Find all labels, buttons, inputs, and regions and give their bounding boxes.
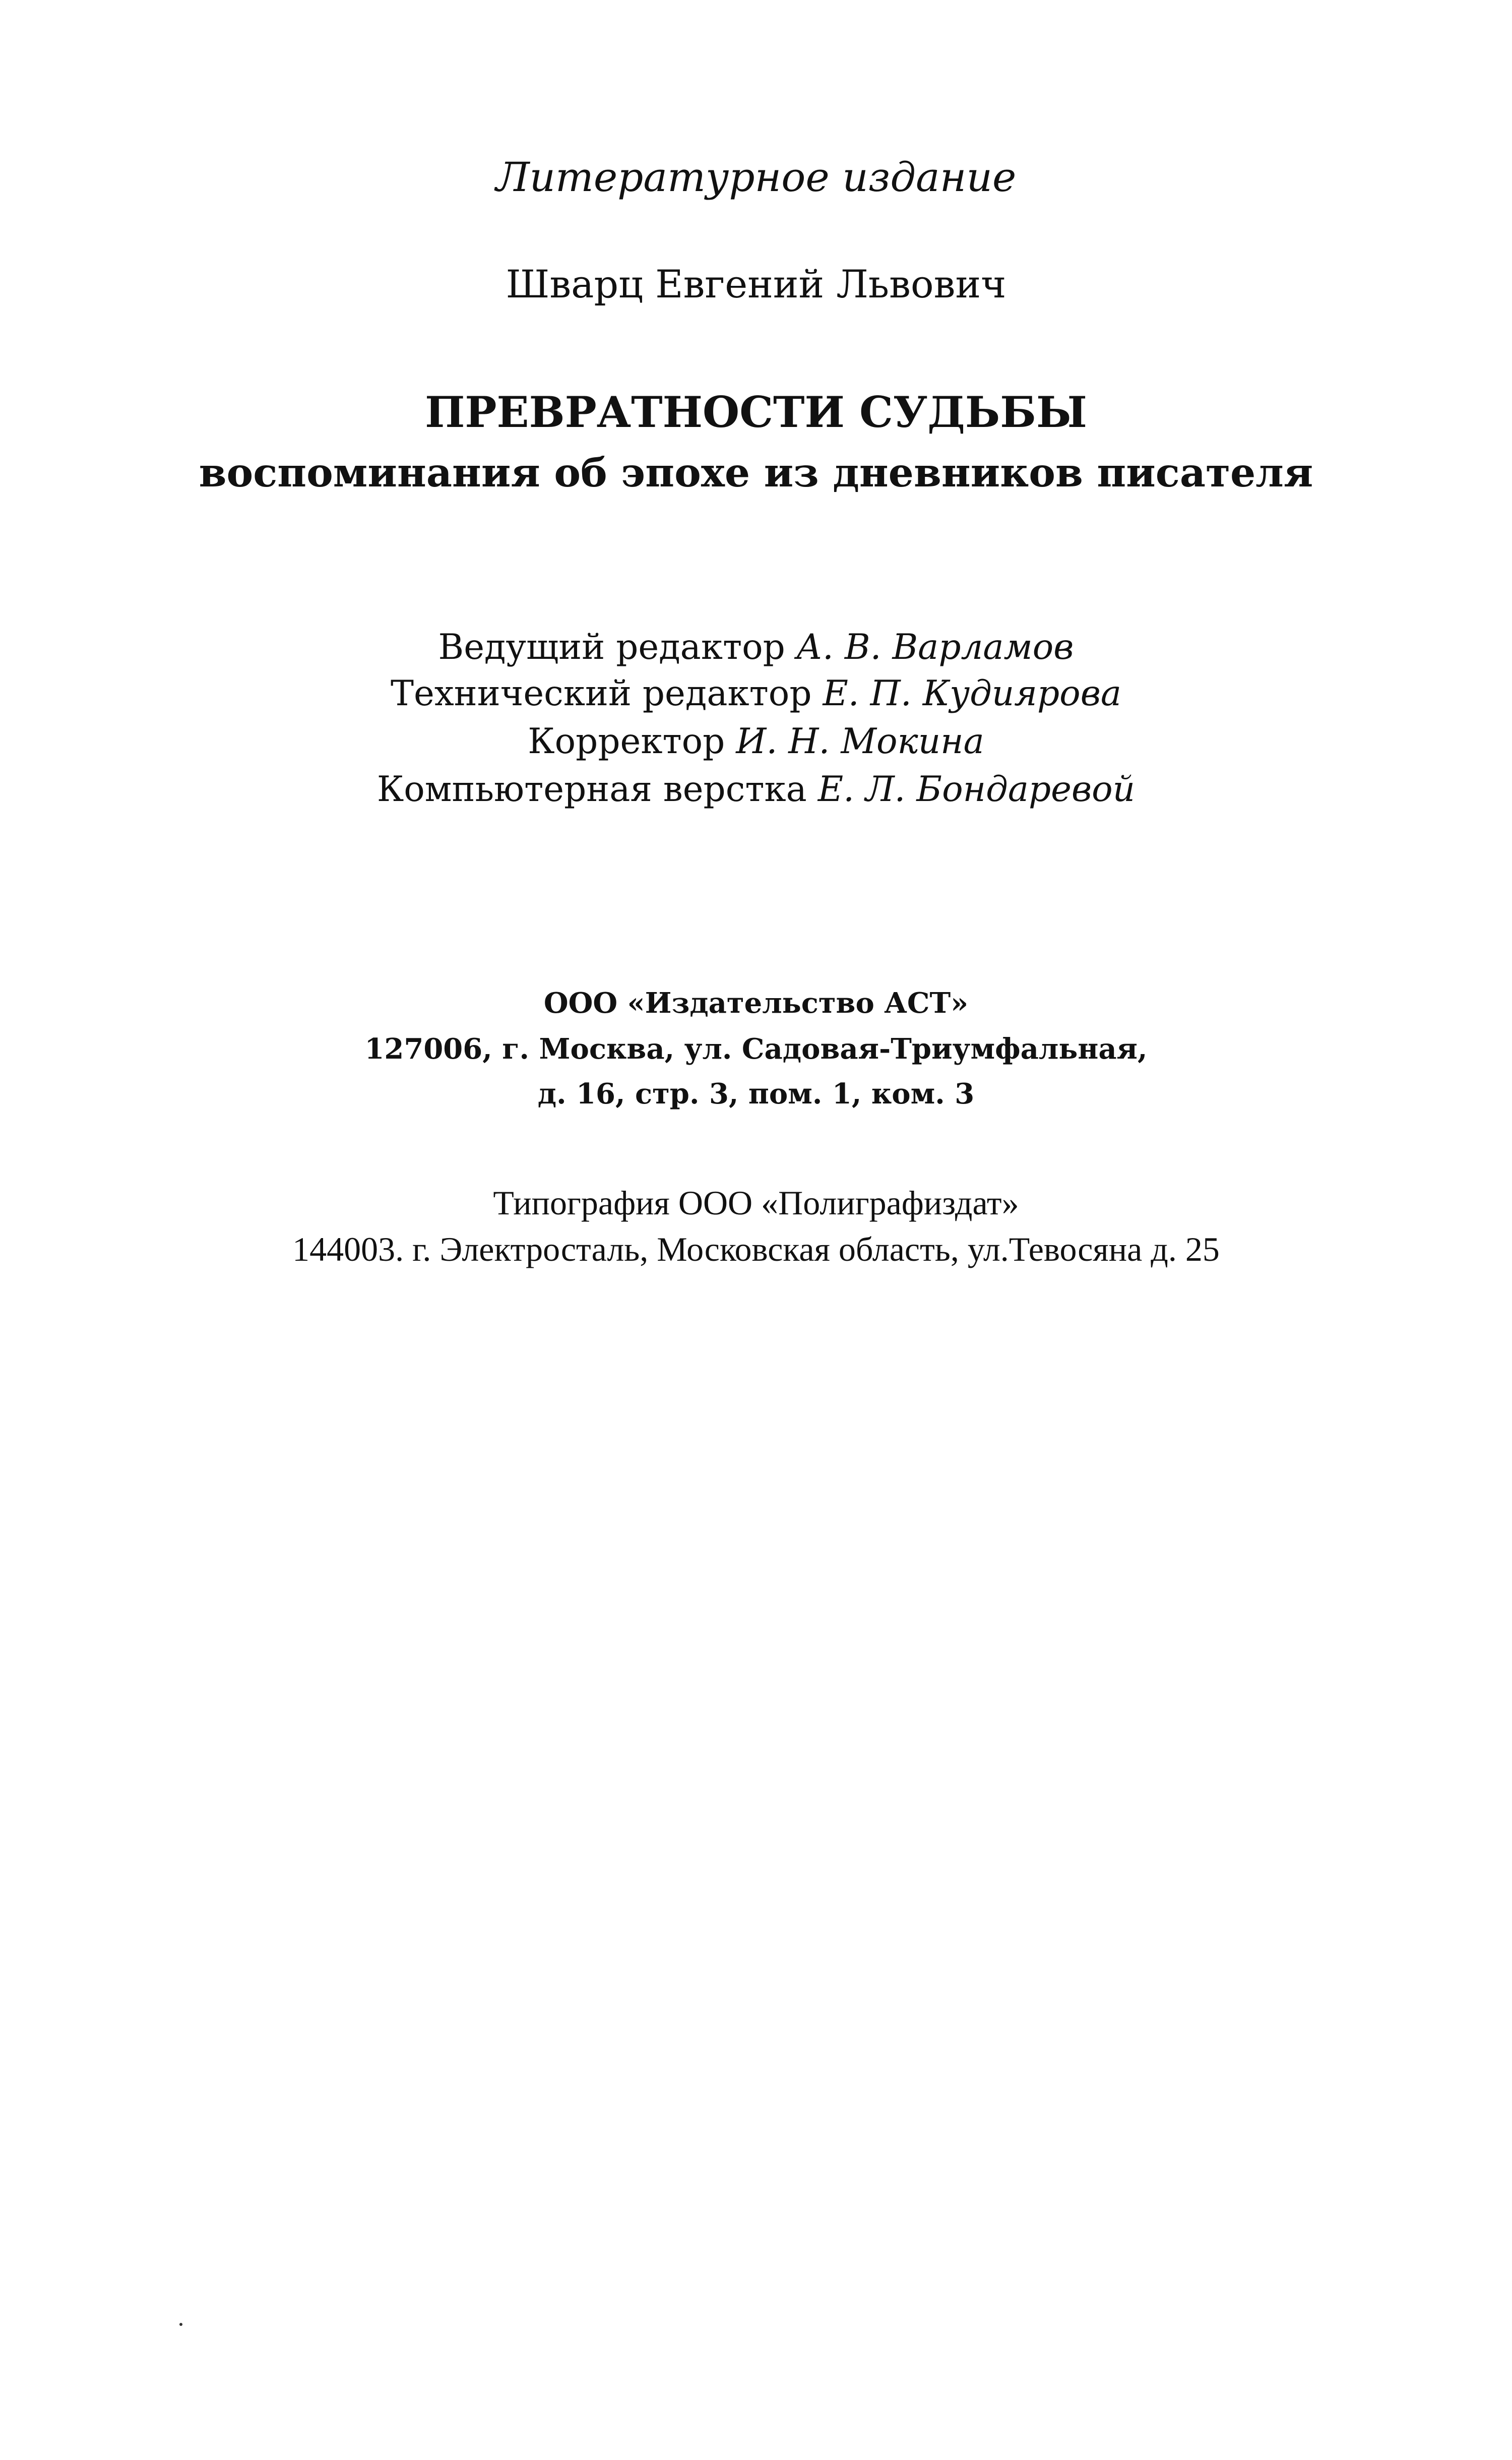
credit-name: А. В. Варламов [796,627,1074,667]
credit-role: Корректор [528,721,725,762]
credit-name: Е. Л. Бондаревой [817,769,1136,810]
credit-line [0,769,1512,810]
credit-role: Технический редактор [390,673,812,714]
series-label: Литературное издание [495,154,1017,201]
credit-name: Е. П. Кудиярова [823,673,1122,714]
author-name: Шварц Евгений Львович [506,262,1006,306]
book-subtitle: воспоминания об эпохе из дневников писателя [199,449,1313,496]
credit-line [0,721,1512,762]
credit-name: И. Н. Мокина [736,721,984,762]
credit-role: Ведущий редактор [438,627,785,667]
publisher-address: д. 16, стр. 3, пом. 1, ком. 3 [537,1077,975,1111]
credit-line [0,627,1512,667]
book-title: ПРЕВРАТНОСТИ СУДЬБЫ [425,387,1087,437]
credit-role: Компьютерная верстка [376,769,807,810]
credit-line [0,673,1512,714]
ink-speck [179,2323,182,2326]
printer-address: 144003. г. Электросталь, Московская область, ул.Тевосяна д. 25 [292,1230,1220,1268]
publisher-address: 127006, г. Москва, ул. Садовая-Триумфальная, [364,1032,1148,1066]
publisher-name: ООО «Издательство АСТ» [543,987,969,1020]
printer-name: Типография ООО «Полиграфиздат» [493,1184,1019,1222]
